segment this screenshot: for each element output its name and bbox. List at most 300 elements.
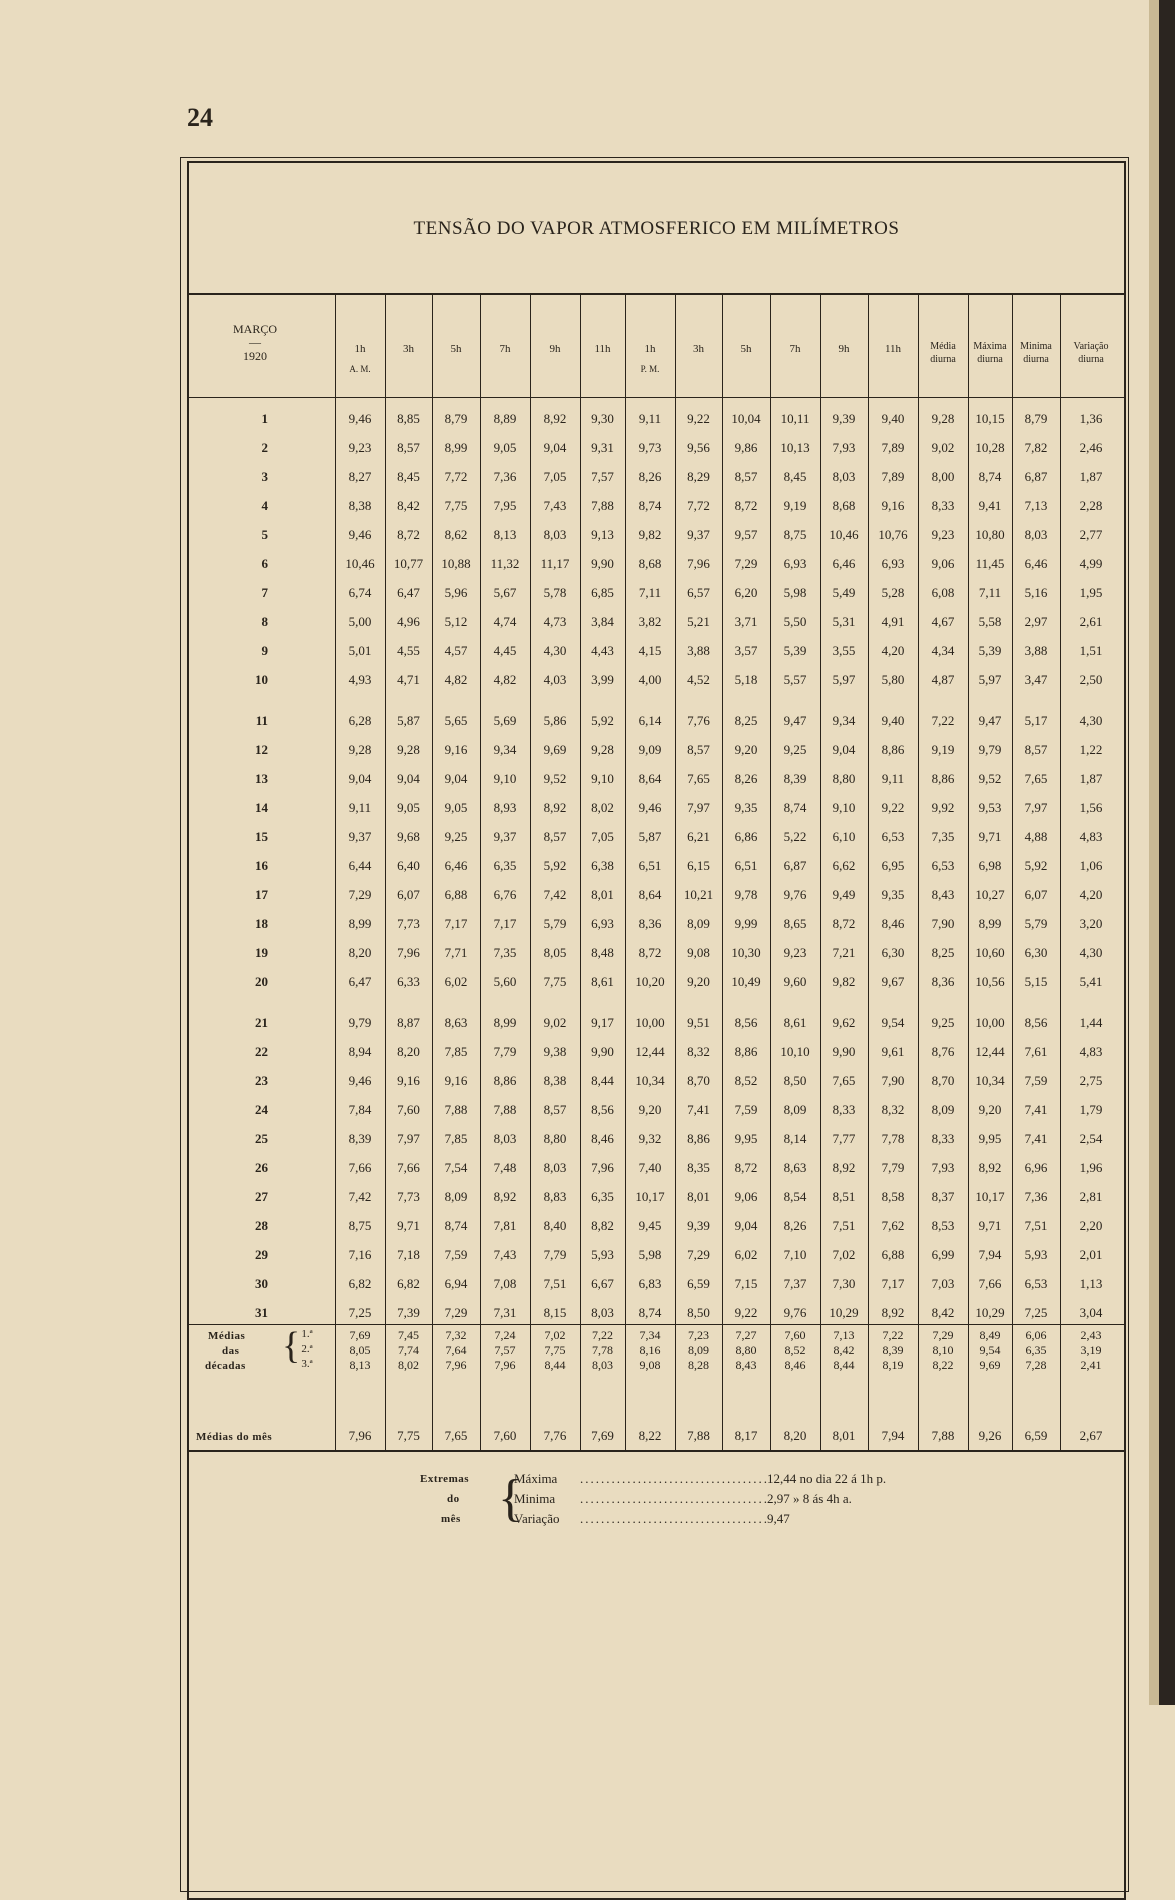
table-cell: 9,67: [881, 974, 905, 989]
table-cell: 6,95: [881, 858, 905, 873]
table-cell: 7,59: [734, 1102, 758, 1117]
table-cell: 4,20: [1079, 887, 1103, 902]
table-cell: 6,10: [832, 829, 856, 844]
table-cell: 9,53: [978, 800, 1002, 815]
month-mean-cell: 9,26: [978, 1428, 1002, 1443]
table-cell: 8,27: [348, 469, 372, 484]
table-cell: 4,45: [493, 643, 517, 658]
table-cell: 7,48: [493, 1160, 517, 1175]
decade-cell: 8,16: [639, 1343, 661, 1357]
table-cell: 8,99: [348, 916, 372, 931]
table-cell: 5,65: [444, 713, 468, 728]
table-cell: 7,36: [1024, 1189, 1048, 1204]
table-cell: 7,29: [348, 887, 372, 902]
table-cell: 6,87: [783, 858, 807, 873]
table-cell: 6,93: [591, 916, 614, 931]
table-cell: 5,28: [881, 585, 905, 600]
table-cell: 8,68: [832, 498, 856, 513]
table-title: TENSÃO DO VAPOR ATMOSFERICO EM MILÍMETROS: [413, 218, 900, 239]
table-cell: 7,11: [978, 585, 1002, 600]
table-cell: 2,75: [1079, 1073, 1103, 1088]
table-cell: 7,17: [444, 916, 468, 931]
table-cell: 7,57: [591, 469, 614, 484]
extreme-value: 12,44 no dia 22 á 1h p.: [767, 1471, 887, 1486]
table-cell: 8,87: [397, 1015, 420, 1030]
header-col-11: 9h: [838, 343, 850, 355]
table-cell: 7,96: [397, 945, 420, 960]
table-cell: 6,59: [687, 1276, 710, 1291]
table-cell: 9,79: [348, 1015, 372, 1030]
table-cell: 8,09: [687, 916, 710, 931]
decade-ordinal: 3.ª: [301, 1358, 313, 1370]
table-cell: 6,53: [931, 858, 955, 873]
table-cell: 7,77: [832, 1131, 856, 1146]
table-cell: 9,69: [543, 742, 567, 757]
table-cell: 3,55: [832, 643, 856, 658]
table-cell: 9,20: [638, 1102, 662, 1117]
decade-cell: 7,57: [494, 1343, 516, 1357]
table-cell: 6,96: [1024, 1160, 1048, 1175]
table-cell: 6,83: [638, 1276, 662, 1291]
table-cell: 1,96: [1079, 1160, 1103, 1175]
table-cell: 5,41: [1079, 974, 1103, 989]
decades-label-3: décadas: [205, 1360, 246, 1372]
table-cell: 7,76: [687, 713, 710, 728]
decade-cell: 8,49: [979, 1328, 1001, 1342]
table-cell: 7,62: [881, 1218, 905, 1233]
decade-cell: 8,28: [688, 1358, 709, 1372]
table-cell: 6,21: [687, 829, 710, 844]
table-cell: 5,50: [783, 614, 807, 629]
table-cell: 4,03: [543, 672, 567, 687]
decade-cell: 7,96: [445, 1358, 467, 1372]
table-cell: 7,59: [1024, 1073, 1048, 1088]
table-cell: 9,61: [881, 1044, 905, 1059]
decade-cell: 6,06: [1025, 1328, 1047, 1342]
day-label: 12: [255, 742, 268, 757]
table-cell: 9,20: [734, 742, 758, 757]
table-cell: 9,52: [978, 771, 1002, 786]
decade-cell: 8,80: [735, 1343, 757, 1357]
day-label: 11: [255, 713, 268, 728]
table-cell: 6,57: [687, 585, 710, 600]
table-cell: 5,87: [638, 829, 662, 844]
table-cell: 9,04: [543, 440, 567, 455]
table-cell: 7,03: [931, 1276, 955, 1291]
table-cell: 3,84: [591, 614, 614, 629]
table-cell: 7,17: [881, 1276, 905, 1291]
table-cell: 7,88: [493, 1102, 517, 1117]
extreme-dots: ....................................: [580, 1471, 769, 1486]
table-cell: 2,46: [1079, 440, 1103, 455]
table-cell: 10,34: [635, 1073, 665, 1088]
table-cell: 8,72: [397, 527, 420, 542]
table-cell: 7,29: [444, 1305, 468, 1320]
table-cell: 7,21: [832, 945, 856, 960]
day-label: 10: [255, 672, 268, 687]
table-cell: 6,38: [591, 858, 614, 873]
table-cell: 8,40: [543, 1218, 567, 1233]
table-cell: 8,99: [978, 916, 1002, 931]
header-col-12: 11h: [884, 343, 902, 355]
decade-cell: 8,44: [544, 1358, 566, 1372]
table-cell: 8,39: [348, 1131, 372, 1146]
table-cell: 8,48: [591, 945, 614, 960]
table-cell: 7,88: [444, 1102, 468, 1117]
table-cell: 10,00: [975, 1015, 1005, 1030]
header-col-1: 1h: [354, 343, 366, 355]
table-cell: 9,39: [832, 411, 856, 426]
decade-cell: 7,32: [445, 1328, 467, 1342]
decade-cell: 7,69: [349, 1328, 371, 1342]
table-cell: 7,71: [444, 945, 468, 960]
month-mean-cell: 8,01: [832, 1428, 856, 1443]
table-cell: 7,11: [638, 585, 662, 600]
table-cell: 9,30: [591, 411, 614, 426]
table-cell: 8,50: [687, 1305, 710, 1320]
table-cell: 8,26: [734, 771, 758, 786]
table-cell: 8,72: [638, 945, 662, 960]
table-cell: 8,57: [543, 1102, 567, 1117]
table-cell: 9,23: [783, 945, 807, 960]
month-means-label: Médias do mês: [196, 1431, 273, 1443]
table-cell: 1,87: [1079, 469, 1103, 484]
table-cell: 7,61: [1024, 1044, 1048, 1059]
table-cell: 10,28: [975, 440, 1005, 455]
table-cell: 8,86: [931, 771, 955, 786]
table-cell: 7,22: [931, 713, 955, 728]
table-cell: 9,04: [734, 1218, 758, 1233]
table-cell: 7,93: [832, 440, 856, 455]
table-cell: 3,57: [734, 643, 758, 658]
table-cell: 8,86: [881, 742, 905, 757]
table-cell: 7,96: [687, 556, 710, 571]
table-cell: 9,13: [591, 527, 614, 542]
table-cell: 8,57: [397, 440, 420, 455]
decade-cell: 8,52: [784, 1343, 806, 1357]
table-cell: 8,56: [1024, 1015, 1048, 1030]
table-cell: 7,85: [444, 1131, 468, 1146]
table-cell: 9,11: [348, 800, 372, 815]
table-cell: 10,46: [829, 527, 859, 542]
table-cell: 8,72: [734, 498, 758, 513]
table-cell: 9,82: [832, 974, 856, 989]
table-cell: 10,76: [878, 527, 908, 542]
table-cell: 8,75: [783, 527, 807, 542]
table-cell: 9,05: [493, 440, 517, 455]
table-cell: 7,84: [348, 1102, 372, 1117]
table-cell: 9,54: [881, 1015, 905, 1030]
header-col-2: 3h: [403, 343, 414, 355]
table-cell: 7,30: [832, 1276, 856, 1291]
table-cell: 11,45: [975, 556, 1005, 571]
day-label: 27: [255, 1189, 268, 1204]
table-cell: 8,33: [931, 498, 955, 513]
table-cell: 5,96: [444, 585, 468, 600]
table-cell: 1,95: [1079, 585, 1103, 600]
table-cell: 6,33: [397, 974, 420, 989]
table-cell: 6,53: [1024, 1276, 1048, 1291]
table-cell: 9,05: [397, 800, 420, 815]
table-cell: 10,13: [780, 440, 810, 455]
table-cell: 3,82: [638, 614, 662, 629]
table-cell: 5,69: [493, 713, 517, 728]
table-cell: 6,98: [978, 858, 1002, 873]
table-cell: 3,99: [591, 672, 614, 687]
table-cell: 9,71: [978, 829, 1002, 844]
table-cell: 9,32: [638, 1131, 662, 1146]
table-cell: 10,88: [441, 556, 471, 571]
decade-cell: 7,13: [833, 1328, 855, 1342]
table-cell: 9,09: [638, 742, 662, 757]
decade-brace: {: [282, 1325, 301, 1367]
table-cell: 6,74: [348, 585, 372, 600]
table-cell: 9,05: [444, 800, 468, 815]
table-cell: 8,79: [1024, 411, 1048, 426]
table-cell: 9,02: [543, 1015, 567, 1030]
table-cell: 4,91: [881, 614, 905, 629]
table-cell: 8,29: [687, 469, 710, 484]
table-cell: 1,56: [1079, 800, 1103, 815]
page-edge: [1159, 0, 1175, 1705]
table-cell: 8,68: [638, 556, 662, 571]
header-month: MARÇO: [232, 322, 277, 336]
day-label: 31: [255, 1305, 268, 1320]
month-mean-cell: 8,22: [638, 1428, 662, 1443]
month-mean-cell: 7,96: [348, 1428, 372, 1443]
table-cell: 8,79: [444, 411, 468, 426]
table-cell: 6,99: [931, 1247, 955, 1262]
table-cell: 10,21: [683, 887, 714, 902]
table-cell: 7,90: [881, 1073, 905, 1088]
table-cell: 9,11: [881, 771, 905, 786]
table-cell: 8,92: [543, 800, 567, 815]
table-cell: 8,99: [493, 1015, 517, 1030]
table-cell: 10,17: [635, 1189, 665, 1204]
decade-cell: 7,02: [544, 1328, 566, 1342]
table-cell: 7,60: [397, 1102, 420, 1117]
table-cell: 5,93: [591, 1247, 614, 1262]
table-cell: 6,30: [1024, 945, 1048, 960]
table-cell: 7,29: [734, 556, 758, 571]
table-cell: 10,27: [975, 887, 1005, 902]
table-cell: 5,98: [638, 1247, 662, 1262]
table-cell: 6,46: [832, 556, 856, 571]
day-label: 20: [255, 974, 268, 989]
table-cell: 8,01: [687, 1189, 710, 1204]
decade-cell: 7,29: [932, 1328, 954, 1342]
table-cell: 6,53: [881, 829, 905, 844]
decade-cell: 8,46: [784, 1358, 806, 1372]
table-cell: 8,25: [734, 713, 758, 728]
table-cell: 5,97: [832, 672, 856, 687]
decade-cell: 7,23: [688, 1328, 709, 1342]
decade-cell: 7,34: [639, 1328, 661, 1342]
month-mean-cell: 7,65: [444, 1428, 468, 1443]
table-cell: 8,03: [493, 1131, 517, 1146]
table-cell: 8,37: [931, 1189, 955, 1204]
table-cell: 9,04: [348, 771, 372, 786]
table-cell: 10,20: [635, 974, 665, 989]
table-cell: 9,34: [832, 713, 856, 728]
table-cell: 8,70: [931, 1073, 955, 1088]
day-label: 23: [255, 1073, 268, 1088]
table-cell: 7,39: [397, 1305, 420, 1320]
table-cell: 9,11: [638, 411, 662, 426]
table-cell: 9,68: [397, 829, 420, 844]
table-cell: 7,17: [493, 916, 517, 931]
table-cell: 7,42: [543, 887, 567, 902]
table-cell: 2,28: [1079, 498, 1103, 513]
table-cell: 8,74: [783, 800, 807, 815]
table-cell: 7,85: [444, 1044, 468, 1059]
table-cell: 7,97: [687, 800, 710, 815]
table-cell: 8,09: [444, 1189, 468, 1204]
table-cell: 3,71: [734, 614, 758, 629]
table-cell: 2,77: [1079, 527, 1103, 542]
table-cell: 5,87: [397, 713, 420, 728]
day-label: 21: [255, 1015, 268, 1030]
day-label: 9: [261, 643, 268, 658]
header-rule: [189, 397, 1124, 398]
table-cell: 8,03: [1024, 527, 1048, 542]
month-mean-cell: 7,76: [543, 1428, 567, 1443]
header-col-6: 11h: [594, 343, 611, 355]
table-cell: 7,59: [444, 1247, 468, 1262]
table-cell: 6,93: [783, 556, 807, 571]
table-cell: 9,17: [591, 1015, 614, 1030]
table-cell: 8,01: [591, 887, 614, 902]
table-cell: 9,20: [687, 974, 710, 989]
table-cell: 12,44: [975, 1044, 1005, 1059]
table-cell: 9,46: [638, 800, 662, 815]
table-cell: 8,44: [591, 1073, 614, 1088]
table-cell: 5,18: [734, 672, 758, 687]
table-cell: 8,03: [591, 1305, 614, 1320]
header-col-5: 9h: [549, 343, 561, 355]
table-cell: 6,47: [397, 585, 420, 600]
table-cell: 8,46: [591, 1131, 614, 1146]
table-cell: 5,57: [783, 672, 807, 687]
table-cell: 5,92: [1024, 858, 1048, 873]
table-cell: 9,08: [687, 945, 710, 960]
table-cell: 7,79: [881, 1160, 905, 1175]
table-cell: 8,02: [591, 800, 614, 815]
table-cell: 5,86: [543, 713, 567, 728]
decade-cell: 2,43: [1080, 1328, 1102, 1342]
table-cell: 8,05: [543, 945, 567, 960]
table-cell: 10,56: [975, 974, 1005, 989]
table-cell: 8,53: [931, 1218, 955, 1233]
table-cell: 7,95: [493, 498, 517, 513]
table-cell: 2,50: [1079, 672, 1103, 687]
table-cell: 7,89: [881, 440, 905, 455]
table-cell: 7,10: [783, 1247, 807, 1262]
table-cell: 7,15: [734, 1276, 758, 1291]
table-cell: 9,56: [687, 440, 710, 455]
day-label: 4: [261, 498, 268, 513]
table-cell: 9,16: [444, 1073, 468, 1088]
table-cell: 1,79: [1079, 1102, 1103, 1117]
table-cell: 8,45: [397, 469, 420, 484]
table-cell: 10,77: [393, 556, 424, 571]
table-cell: 8,42: [397, 498, 420, 513]
day-label: 16: [255, 858, 268, 873]
month-mean-cell: 8,17: [734, 1428, 758, 1443]
table-cell: 7,72: [687, 498, 710, 513]
table-cell: 9,22: [687, 411, 710, 426]
extreme-dots: ....................................: [580, 1491, 769, 1506]
table-cell: 9,02: [931, 440, 955, 455]
table-cell: 8,92: [881, 1305, 905, 1320]
decade-cell: 7,28: [1025, 1358, 1047, 1372]
day-label: 30: [255, 1276, 268, 1291]
table-cell: 8,61: [591, 974, 614, 989]
decade-cell: 8,39: [882, 1343, 904, 1357]
table-cell: 9,71: [397, 1218, 420, 1233]
decade-cell: 8,19: [882, 1358, 904, 1372]
table-cell: 1,51: [1079, 643, 1103, 658]
table-cell: 10,46: [345, 556, 375, 571]
table-cell: 8,63: [444, 1015, 468, 1030]
table-cell: 7,93: [931, 1160, 955, 1175]
table-cell: 6,88: [881, 1247, 905, 1262]
table-cell: 7,78: [881, 1131, 905, 1146]
table-cell: 8,72: [832, 916, 856, 931]
table-cell: 10,29: [829, 1305, 859, 1320]
table-cell: 7,79: [493, 1044, 517, 1059]
table-cell: 8,57: [543, 829, 567, 844]
header-col-10: 7h: [789, 343, 801, 355]
table-cell: 1,13: [1079, 1276, 1103, 1291]
table-cell: 8,03: [543, 527, 567, 542]
table-cell: 7,25: [348, 1305, 372, 1320]
table-cell: 7,81: [493, 1218, 517, 1233]
month-mean-cell: 7,88: [931, 1428, 955, 1443]
table-cell: 4,87: [931, 672, 955, 687]
table-cell: 9,46: [348, 1073, 372, 1088]
table-cell: 8,39: [783, 771, 807, 786]
table-cell: 5,58: [978, 614, 1002, 629]
table-cell: 4,83: [1079, 829, 1103, 844]
table-cell: 5,39: [783, 643, 807, 658]
month-mean-cell: 7,60: [493, 1428, 517, 1443]
table-cell: 8,38: [348, 498, 372, 513]
table-cell: 7,42: [348, 1189, 372, 1204]
table-cell: 7,89: [881, 469, 905, 484]
decade-cell: 6,35: [1025, 1343, 1047, 1357]
table-cell: 8,74: [638, 1305, 662, 1320]
table-cell: 9,92: [931, 800, 955, 815]
day-label: 3: [261, 469, 268, 484]
table-cell: 9,06: [734, 1189, 758, 1204]
table-cell: 6,94: [444, 1276, 468, 1291]
decade-cell: 8,42: [833, 1343, 855, 1357]
table-cell: 2,81: [1079, 1189, 1103, 1204]
table-cell: 7,05: [591, 829, 614, 844]
table-cell: 8,36: [638, 916, 662, 931]
table-cell: 4,00: [638, 672, 662, 687]
table-cell: 6,46: [1024, 556, 1048, 571]
table-cell: 9,16: [444, 742, 468, 757]
month-mean-cell: 7,94: [881, 1428, 905, 1443]
table-cell: 9,38: [543, 1044, 567, 1059]
table-cell: 4,83: [1079, 1044, 1103, 1059]
table-cell: 7,65: [1024, 771, 1048, 786]
table-cell: 6,93: [881, 556, 905, 571]
table-cell: 8,32: [881, 1102, 905, 1117]
table-cell: 6,85: [591, 585, 614, 600]
